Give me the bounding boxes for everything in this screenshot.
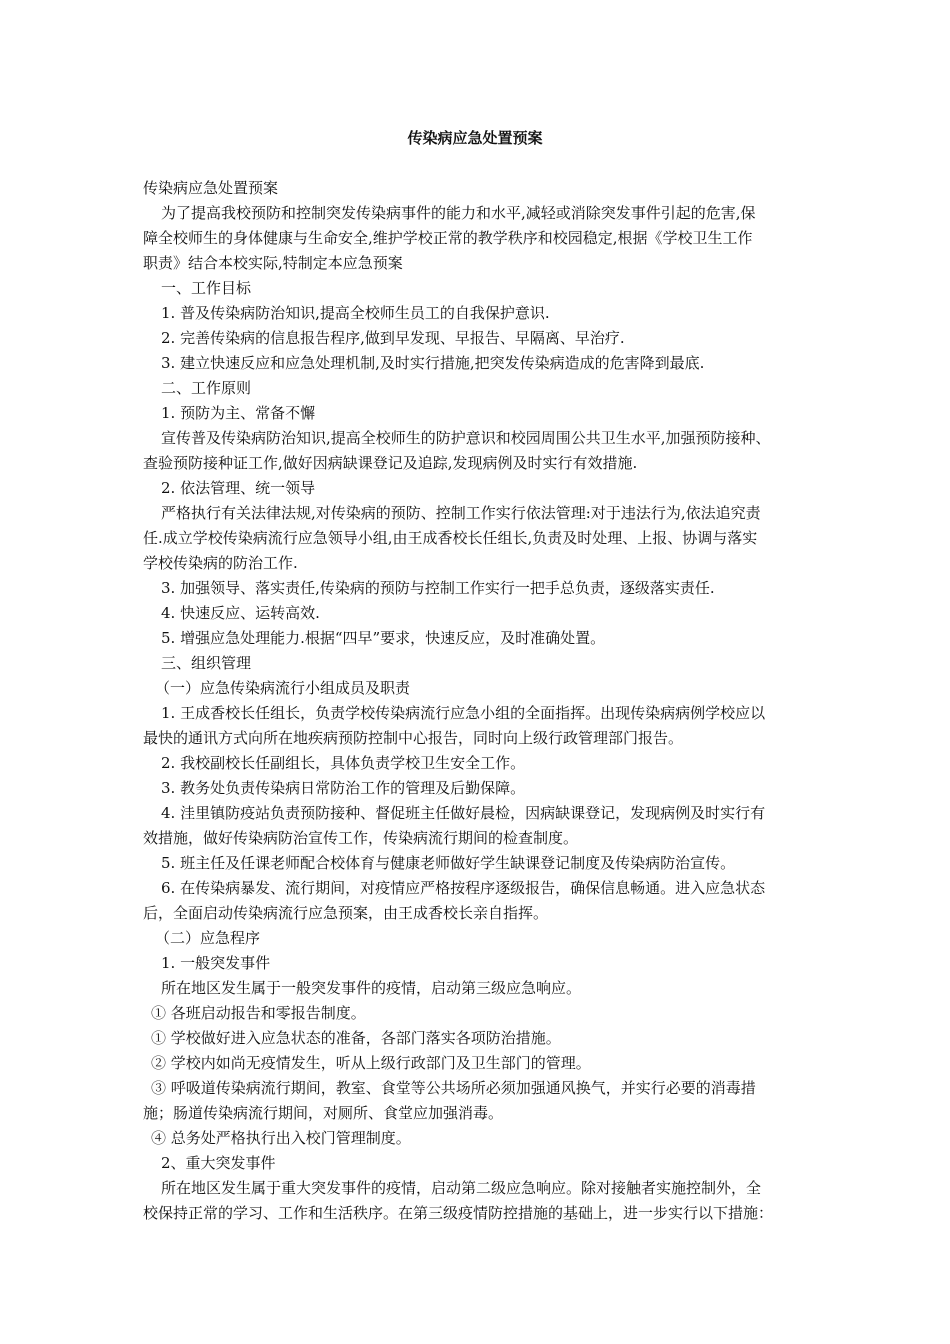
document-line: 所在地区发生属于重大突发事件的疫情，启动第二级应急响应。除对接触者实施控制外，全 — [161, 1179, 762, 1197]
document-line: 3. 加强领导、落实责任,传染病的预防与控制工作实行一把手总负责，逐级落实责任. — [161, 579, 715, 597]
document-line: （二）应急程序 — [155, 929, 261, 947]
document-line: 学校传染病的防治工作. — [143, 554, 298, 572]
document-line: 4. 洼里镇防疫站负责预防接种、督促班主任做好晨检，因病缺课登记，发现病例及时实行有 — [161, 804, 766, 822]
document-body — [143, 176, 811, 1226]
document-line: 5. 班主任及任课老师配合校体育与健康老师做好学生缺课登记制度及传染病防治宣传。 — [161, 854, 736, 872]
document-line: 校保持正常的学习、工作和生活秩序。在第三级疫情防控措施的基础上，进一步实行以下措施： — [143, 1204, 774, 1222]
document-line: 查验预防接种证工作,做好因病缺课登记及追踪,发现病例及时实行有效措施. — [143, 454, 638, 472]
document-line: （一）应急传染病流行小组成员及职责 — [155, 679, 411, 697]
document-line: 6. 在传染病暴发、流行期间，对疫情应严格按程序逐级报告，确保信息畅通。进入应急状态 — [161, 879, 766, 897]
document-line: ① 学校做好进入应急状态的准备，各部门落实各项防治措施。 — [151, 1029, 561, 1047]
document-line: ② 学校内如尚无疫情发生，听从上级行政部门及卫生部门的管理。 — [151, 1054, 591, 1072]
document-line: 施；肠道传染病流行期间，对厕所、食堂应加强消毒。 — [143, 1104, 504, 1122]
document-line: ④ 总务处严格执行出入校门管理制度。 — [151, 1129, 411, 1147]
document-line: 后，全面启动传染病流行应急预案，由王成香校长亲自指挥。 — [143, 904, 549, 922]
document-line: 严格执行有关法律法规,对传染病的预防、控制工作实行依法管理:对于违法行为,依法追究责 — [161, 504, 761, 522]
document-line: 最快的通讯方式向所在地疾病预防控制中心报告，同时向上级行政管理部门报告。 — [143, 729, 684, 747]
document-line: 5. 增强应急处理能力.根据“四早”要求，快速反应，及时准确处置。 — [161, 629, 606, 647]
document-line: 2. 我校副校长任副组长，具体负责学校卫生安全工作。 — [161, 754, 526, 772]
document-line: 3. 教务处负责传染病日常防治工作的管理及后勤保障。 — [161, 779, 526, 797]
document-line: 所在地区发生属于一般突发事件的疫情，启动第三级应急响应。 — [161, 979, 582, 997]
document-line: ③ 呼吸道传染病流行期间，教室、食堂等公共场所必须加强通风换气，并实行必要的消毒措 — [151, 1079, 756, 1097]
document-line: 一、工作目标 — [161, 279, 252, 297]
document-line: 二、工作原则 — [161, 379, 252, 397]
document-line: 三、组织管理 — [161, 654, 252, 672]
document-line: 宣传普及传染病防治知识,提高全校师生的防护意识和校园周围公共卫生水平,加强预防接种、 — [161, 429, 771, 447]
document-line: 职责》结合本校实际,特制定本应急预案 — [143, 254, 403, 272]
document-line: 4. 快速反应、运转高效. — [161, 604, 320, 622]
document-line: 2、重大突发事件 — [161, 1154, 276, 1172]
document-line: 障全校师生的身体健康与生命安全,维护学校正常的教学秩序和校园稳定,根据《学校卫生工作 — [143, 229, 753, 247]
document-line: 效措施，做好传染病防治宣传工作，传染病流行期间的检查制度。 — [143, 829, 579, 847]
document-line: 1. 王成香校长任组长，负责学校传染病流行应急小组的全面指挥。出现传染病病例学校应以 — [161, 704, 766, 722]
document-line: 任.成立学校传染病流行应急领导小组,由王成香校长任组长,负责及时处理、上报、协调与落实 — [143, 529, 758, 547]
document-line: 2. 依法管理、统一领导 — [161, 479, 316, 497]
document-line: 1. 预防为主、常备不懈 — [161, 404, 316, 422]
document-line: 1. 一般突发事件 — [161, 954, 271, 972]
document-line: 传染病应急处置预案 — [143, 179, 279, 197]
document-line: 3. 建立快速反应和应急处理机制,及时实行措施,把突发传染病造成的危害降到最底. — [161, 354, 705, 372]
document-title: 传染病应急处置预案 — [407, 129, 543, 147]
document-line: 2. 完善传染病的信息报告程序,做到早发现、早报告、早隔离、早治疗. — [161, 329, 625, 347]
document-line: 为了提高我校预防和控制突发传染病事件的能力和水平,减轻或消除突发事件引起的危害,保 — [161, 204, 756, 222]
document-line: 1. 普及传染病防治知识,提高全校师生员工的自我保护意识. — [161, 304, 550, 322]
document-line: ① 各班启动报告和零报告制度。 — [151, 1004, 366, 1022]
